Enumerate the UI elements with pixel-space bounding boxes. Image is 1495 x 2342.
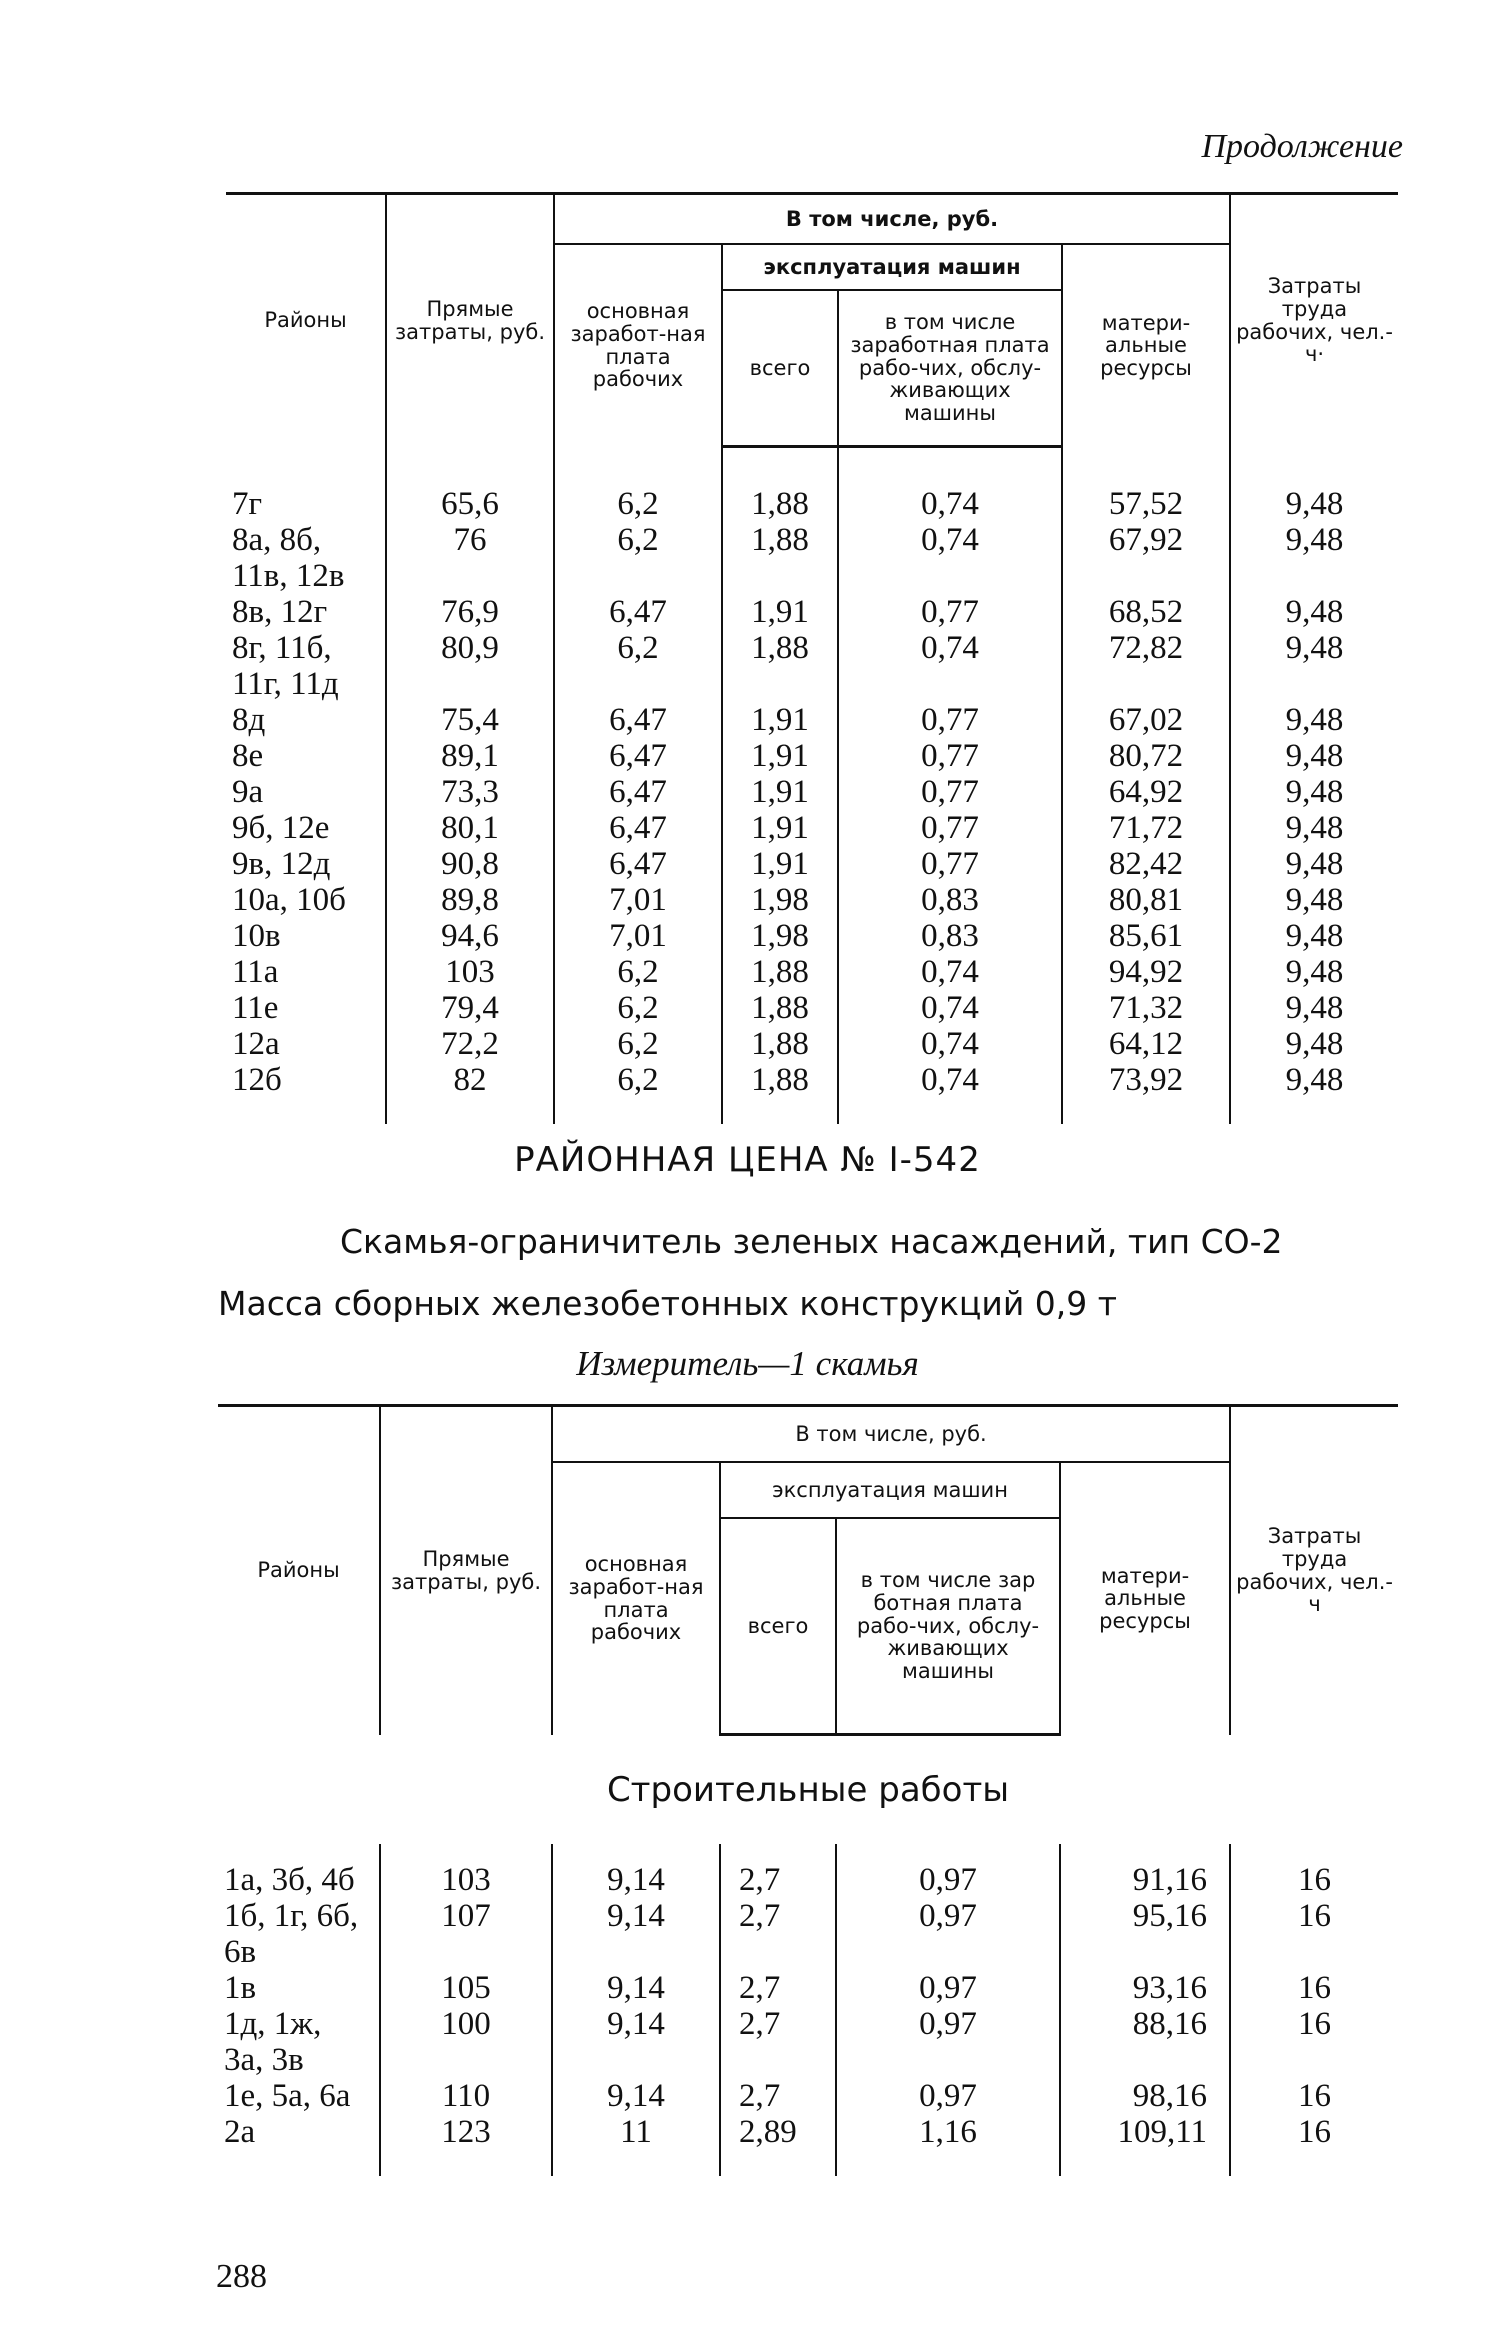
header-machines-wage: в том числе заработная плата рабо-чих, обслу-живающих машины xyxy=(838,290,1062,447)
region-cell: 12а xyxy=(232,1026,280,1062)
continuation-label: Продолжение xyxy=(1201,128,1403,165)
region-cell: 8д xyxy=(232,702,266,738)
region-cell: 1е, 5а, 6а xyxy=(224,2078,351,2114)
labor-cell: 9,48 xyxy=(1230,918,1398,954)
machines-wage-cell: 0,77 xyxy=(838,594,1062,630)
table-row xyxy=(218,2114,1398,2150)
header-materials: матери-альные ресурсы xyxy=(1062,244,1230,447)
machines-wage-cell: 0,77 xyxy=(838,810,1062,846)
labor-cell: 9,48 xyxy=(1230,702,1398,738)
direct-costs-cell: 103 xyxy=(380,1862,552,1898)
materials-cell: 57,52 xyxy=(1062,486,1230,522)
region-cell: 7г xyxy=(232,486,263,522)
table-row xyxy=(218,1898,1398,1970)
machines-wage-cell: 0,77 xyxy=(838,738,1062,774)
header-base-wage: основная заработ-ная плата рабочих xyxy=(552,1462,720,1735)
page-number: 288 xyxy=(216,2258,267,2295)
direct-costs-cell: 107 xyxy=(380,1898,552,1970)
direct-costs-cell: 110 xyxy=(380,2078,552,2114)
machines-total-cell: 1,98 xyxy=(722,882,838,918)
region-cell: 8е xyxy=(232,738,264,774)
materials-cell: 64,92 xyxy=(1062,774,1230,810)
materials-cell: 80,81 xyxy=(1062,882,1230,918)
price-title: РАЙОННАЯ ЦЕНА № І-542 xyxy=(514,1140,981,1180)
table-row xyxy=(226,1026,1398,1062)
labor-cell: 9,48 xyxy=(1230,630,1398,702)
machines-total-cell: 2,89 xyxy=(720,2114,836,2150)
machines-total-cell: 1,91 xyxy=(722,846,838,882)
region-cell: 8в, 12г xyxy=(232,594,328,630)
base-wage-cell: 6,2 xyxy=(554,486,722,522)
direct-costs-cell: 89,1 xyxy=(386,738,554,774)
table-row xyxy=(226,846,1398,882)
machines-total-cell: 1,88 xyxy=(722,522,838,594)
machines-total-cell: 1,91 xyxy=(722,594,838,630)
materials-cell: 67,92 xyxy=(1062,522,1230,594)
base-wage-cell: 7,01 xyxy=(554,918,722,954)
table-row xyxy=(226,774,1398,810)
direct-costs-cell: 89,8 xyxy=(386,882,554,918)
meter-unit: Измеритель—1 скамья xyxy=(576,1344,919,1383)
table-row xyxy=(226,918,1398,954)
labor-cell: 16 xyxy=(1230,1898,1398,1970)
machines-wage-cell: 0,74 xyxy=(838,1062,1062,1098)
machines-total-cell: 1,88 xyxy=(722,990,838,1026)
region-cell: 1д, 1ж, 3а, 3в xyxy=(224,2006,322,2078)
machines-total-cell: 2,7 xyxy=(720,2078,836,2114)
machines-wage-cell: 0,97 xyxy=(836,1862,1060,1898)
labor-cell: 9,48 xyxy=(1230,1062,1398,1098)
table-row xyxy=(218,2078,1398,2114)
base-wage-cell: 6,2 xyxy=(554,1026,722,1062)
table-row xyxy=(218,1862,1398,1898)
labor-cell: 16 xyxy=(1230,2114,1398,2150)
header-including: В том числе, руб. xyxy=(554,194,1230,245)
materials-cell: 67,02 xyxy=(1062,702,1230,738)
machines-wage-cell: 0,83 xyxy=(838,882,1062,918)
base-wage-cell: 7,01 xyxy=(554,882,722,918)
machines-total-cell: 1,91 xyxy=(722,810,838,846)
table-row xyxy=(226,882,1398,918)
direct-costs-cell: 72,2 xyxy=(386,1026,554,1062)
machines-total-cell: 1,98 xyxy=(722,918,838,954)
direct-costs-cell: 79,4 xyxy=(386,990,554,1026)
base-wage-cell: 6,2 xyxy=(554,630,722,702)
region-cell: 8г, 11б, 11г, 11д xyxy=(232,630,339,702)
labor-cell: 16 xyxy=(1230,2078,1398,2114)
base-wage-cell: 6,2 xyxy=(554,522,722,594)
direct-costs-cell: 123 xyxy=(380,2114,552,2150)
machines-total-cell: 1,88 xyxy=(722,1062,838,1098)
machines-wage-cell: 0,97 xyxy=(836,2078,1060,2114)
direct-costs-cell: 80,9 xyxy=(386,630,554,702)
region-cell: 9б, 12е xyxy=(232,810,330,846)
labor-cell: 9,48 xyxy=(1230,594,1398,630)
header-labor: Затраты труда рабочих, чел.-ч· xyxy=(1230,194,1398,447)
machines-total-cell: 1,88 xyxy=(722,1026,838,1062)
labor-cell: 16 xyxy=(1230,2006,1398,2078)
direct-costs-cell: 90,8 xyxy=(386,846,554,882)
base-wage-cell: 6,47 xyxy=(554,846,722,882)
base-wage-cell: 6,2 xyxy=(554,954,722,990)
base-wage-cell: 9,14 xyxy=(552,1862,720,1898)
region-cell: 1б, 1г, 6б, 6в xyxy=(224,1898,359,1970)
materials-cell: 88,16 xyxy=(1060,2006,1230,2078)
materials-cell: 71,32 xyxy=(1062,990,1230,1026)
base-wage-cell: 6,47 xyxy=(554,738,722,774)
machines-wage-cell: 0,83 xyxy=(838,918,1062,954)
table-row xyxy=(226,954,1398,990)
machines-wage-cell: 0,74 xyxy=(838,1026,1062,1062)
base-wage-cell: 6,2 xyxy=(554,1062,722,1098)
region-cell: 10а, 10б xyxy=(232,882,346,918)
region-cell: 9в, 12д xyxy=(232,846,331,882)
machines-wage-cell: 0,74 xyxy=(838,990,1062,1026)
header-direct-costs: Прямые затраты, руб. xyxy=(386,194,554,447)
base-wage-cell: 11 xyxy=(552,2114,720,2150)
table-row xyxy=(226,810,1398,846)
base-wage-cell: 6,47 xyxy=(554,774,722,810)
region-cell: 2а xyxy=(224,2114,256,2150)
table-row xyxy=(226,486,1398,522)
direct-costs-cell: 76,9 xyxy=(386,594,554,630)
machines-wage-cell: 0,74 xyxy=(838,486,1062,522)
materials-cell: 109,11 xyxy=(1060,2114,1230,2150)
labor-cell: 9,48 xyxy=(1230,954,1398,990)
region-cell: 10в xyxy=(232,918,281,954)
machines-wage-cell: 0,74 xyxy=(838,954,1062,990)
machines-wage-cell: 0,77 xyxy=(838,774,1062,810)
base-wage-cell: 6,2 xyxy=(554,990,722,1026)
machines-total-cell: 2,7 xyxy=(720,1862,836,1898)
subtitle-product: Скамья-ограничитель зеленых насаждений, тип СО-2 xyxy=(340,1222,1283,1261)
table-row xyxy=(226,1062,1398,1098)
machines-wage-cell: 0,74 xyxy=(838,630,1062,702)
region-cell: 1в xyxy=(224,1970,257,2006)
table-row xyxy=(226,738,1398,774)
labor-cell: 9,48 xyxy=(1230,882,1398,918)
machines-total-cell: 1,91 xyxy=(722,702,838,738)
price-table-2 xyxy=(218,1404,1398,2176)
header-materials: матери-альные ресурсы xyxy=(1060,1462,1230,1735)
machines-wage-cell: 0,97 xyxy=(836,2006,1060,2078)
table-row xyxy=(218,1970,1398,2006)
header-machines-total: всего xyxy=(722,290,838,447)
table-row xyxy=(226,594,1398,630)
base-wage-cell: 9,14 xyxy=(552,1970,720,2006)
subtitle-mass: Масса сборных железобетонных конструкций 0,9 т xyxy=(218,1284,1117,1323)
machines-total-cell: 1,91 xyxy=(722,738,838,774)
table-row xyxy=(226,630,1398,702)
labor-cell: 9,48 xyxy=(1230,738,1398,774)
header-machines-total: всего xyxy=(720,1518,836,1735)
labor-cell: 16 xyxy=(1230,1862,1398,1898)
region-cell: 1а, 3б, 4б xyxy=(224,1862,355,1898)
header-regions: Районы xyxy=(226,194,386,447)
machines-wage-cell: 0,74 xyxy=(838,522,1062,594)
machines-total-cell: 1,88 xyxy=(722,486,838,522)
header-base-wage: основная заработ-ная плата рабочих xyxy=(554,244,722,447)
table-row xyxy=(226,990,1398,1026)
materials-cell: 73,92 xyxy=(1062,1062,1230,1098)
header-labor: Затраты труда рабочих, чел.-ч xyxy=(1230,1406,1398,1735)
direct-costs-cell: 76 xyxy=(386,522,554,594)
machines-wage-cell: 0,77 xyxy=(838,702,1062,738)
machines-total-cell: 1,88 xyxy=(722,630,838,702)
base-wage-cell: 9,14 xyxy=(552,1898,720,1970)
machines-total-cell: 1,91 xyxy=(722,774,838,810)
labor-cell: 9,48 xyxy=(1230,846,1398,882)
base-wage-cell: 9,14 xyxy=(552,2078,720,2114)
header-machines: эксплуатация машин xyxy=(720,1462,1060,1518)
materials-cell: 82,42 xyxy=(1062,846,1230,882)
machines-total-cell: 2,7 xyxy=(720,2006,836,2078)
header-including: В том числе, руб. xyxy=(552,1406,1230,1463)
labor-cell: 9,48 xyxy=(1230,774,1398,810)
table-row xyxy=(226,522,1398,594)
region-cell: 8а, 8б, 11в, 12в xyxy=(232,522,345,594)
machines-total-cell: 2,7 xyxy=(720,1970,836,2006)
direct-costs-cell: 100 xyxy=(380,2006,552,2078)
materials-cell: 80,72 xyxy=(1062,738,1230,774)
header-machines: эксплуатация машин xyxy=(722,244,1062,290)
materials-cell: 91,16 xyxy=(1060,1862,1230,1898)
materials-cell: 85,61 xyxy=(1062,918,1230,954)
header-machines-wage: в том числе зар ботная плата рабо-чих, обслу-живающих машины xyxy=(836,1518,1060,1735)
price-table-1 xyxy=(226,192,1398,1124)
labor-cell: 9,48 xyxy=(1230,1026,1398,1062)
machines-wage-cell: 1,16 xyxy=(836,2114,1060,2150)
region-cell: 11е xyxy=(232,990,279,1026)
materials-cell: 95,16 xyxy=(1060,1898,1230,1970)
region-cell: 11а xyxy=(232,954,279,990)
base-wage-cell: 9,14 xyxy=(552,2006,720,2078)
direct-costs-cell: 105 xyxy=(380,1970,552,2006)
labor-cell: 9,48 xyxy=(1230,990,1398,1026)
direct-costs-cell: 103 xyxy=(386,954,554,990)
header-direct-costs: Прямые затраты, руб. xyxy=(380,1406,552,1735)
direct-costs-cell: 73,3 xyxy=(386,774,554,810)
direct-costs-cell: 82 xyxy=(386,1062,554,1098)
materials-cell: 68,52 xyxy=(1062,594,1230,630)
direct-costs-cell: 94,6 xyxy=(386,918,554,954)
region-cell: 12б xyxy=(232,1062,282,1098)
direct-costs-cell: 75,4 xyxy=(386,702,554,738)
labor-cell: 9,48 xyxy=(1230,810,1398,846)
labor-cell: 9,48 xyxy=(1230,486,1398,522)
materials-cell: 71,72 xyxy=(1062,810,1230,846)
materials-cell: 98,16 xyxy=(1060,2078,1230,2114)
materials-cell: 93,16 xyxy=(1060,1970,1230,2006)
materials-cell: 72,82 xyxy=(1062,630,1230,702)
machines-wage-cell: 0,97 xyxy=(836,1898,1060,1970)
labor-cell: 9,48 xyxy=(1230,522,1398,594)
section-label: Строительные работы xyxy=(606,1770,1010,1810)
materials-cell: 94,92 xyxy=(1062,954,1230,990)
direct-costs-cell: 65,6 xyxy=(386,486,554,522)
header-regions: Районы xyxy=(218,1406,380,1735)
machines-total-cell: 1,88 xyxy=(722,954,838,990)
machines-total-cell: 2,7 xyxy=(720,1898,836,1970)
base-wage-cell: 6,47 xyxy=(554,594,722,630)
base-wage-cell: 6,47 xyxy=(554,810,722,846)
table-row xyxy=(226,702,1398,738)
labor-cell: 16 xyxy=(1230,1970,1398,2006)
materials-cell: 64,12 xyxy=(1062,1026,1230,1062)
base-wage-cell: 6,47 xyxy=(554,702,722,738)
machines-wage-cell: 0,77 xyxy=(838,846,1062,882)
direct-costs-cell: 80,1 xyxy=(386,810,554,846)
table-row xyxy=(218,2006,1398,2078)
machines-wage-cell: 0,97 xyxy=(836,1970,1060,2006)
region-cell: 9а xyxy=(232,774,264,810)
